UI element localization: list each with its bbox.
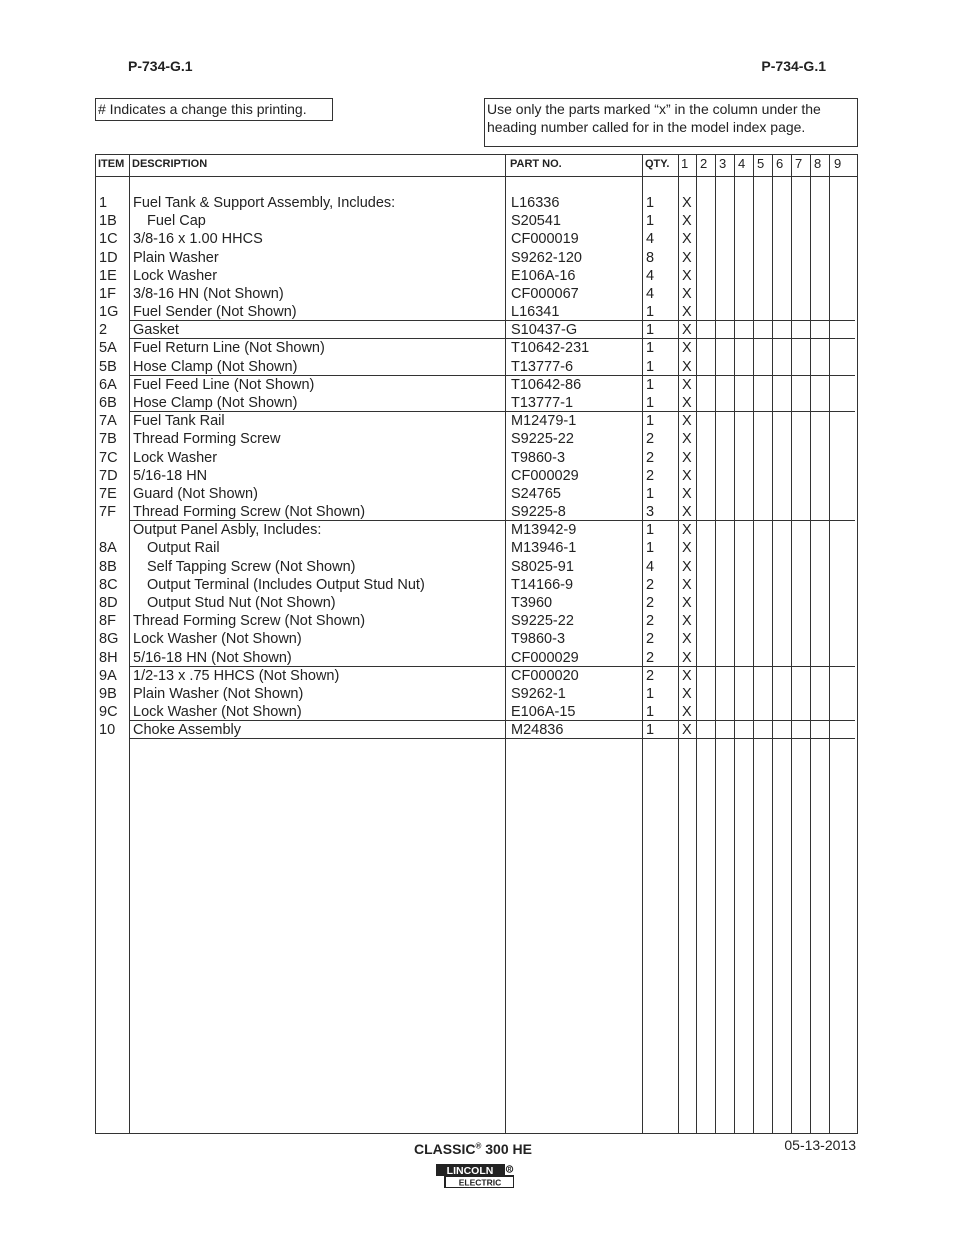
description-cell: Fuel Sender (Not Shown) [133,304,297,321]
description-cell: 3/8-16 x 1.00 HHCS [133,231,263,248]
header-model-6: 6 [776,156,784,171]
header-description: DESCRIPTION [132,158,208,170]
description-cell: Thread Forming Screw (Not Shown) [133,613,366,630]
table-row [96,339,859,357]
model-1-mark: X [682,613,692,630]
quantity-cell: 1 [646,722,655,739]
quantity-cell: 1 [646,358,655,375]
description-cell: Choke Assembly [133,722,241,739]
part-number-cell: L16336 [511,195,560,211]
description-cell: Thread Forming Screw [133,431,281,448]
svg-text:R: R [507,1167,512,1173]
part-number-cell: S9225-8 [511,504,566,521]
description-cell: Lock Washer [133,449,218,466]
item-cell: 9B [99,685,117,702]
quantity-cell: 1 [646,213,655,230]
part-number-cell: CF000019 [511,231,579,248]
item-cell: 8F [99,613,116,630]
item-cell: 1 [99,195,108,211]
item-cell: 7A [99,413,117,430]
item-cell: 7F [99,504,116,521]
header-part-no: PART NO. [510,158,562,170]
table-row [96,194,859,212]
part-number-cell: E106A-16 [511,267,576,284]
part-number-cell: T14166-9 [511,576,574,593]
product-title [414,1141,532,1157]
revision-date: 05-13-2013 [784,1137,856,1153]
part-number-cell: T13777-1 [511,394,574,411]
part-number-cell: M13946-1 [511,540,577,557]
description-cell: Fuel Tank Rail [133,413,225,430]
quantity-cell: 2 [646,594,655,611]
item-cell: 9A [99,667,117,684]
description-cell: Output Rail [147,540,220,557]
logo-top-text: LINCOLN [446,1165,494,1177]
quantity-cell: 4 [646,558,655,575]
part-number-cell: S9262-120 [511,249,582,266]
model-1-mark: X [682,685,692,702]
model-1-mark: X [682,231,692,248]
item-cell: 7D [99,467,118,484]
table-row [96,467,859,485]
table-row [96,230,859,248]
item-cell: 1E [99,267,117,284]
header-model-2: 2 [700,156,708,171]
item-cell: 7C [99,449,118,466]
part-number-cell: S8025-91 [511,558,574,575]
quantity-cell: 1 [646,485,655,502]
description-cell: Fuel Return Line (Not Shown) [133,340,325,357]
part-number-cell: T3960 [511,594,553,611]
table-row [96,594,859,612]
part-number-cell: M13942-9 [511,522,577,539]
part-number-cell: S24765 [511,485,561,502]
quantity-cell: 2 [646,467,655,484]
model-1-mark: X [682,195,692,211]
part-number-cell: T13777-6 [511,358,574,375]
part-number-cell: S9225-22 [511,431,574,448]
model-1-mark: X [682,576,692,593]
model-1-mark: X [682,304,692,321]
quantity-cell: 1 [646,376,655,393]
description-cell: Output Terminal (Includes Output Stud Nut) [147,576,425,593]
model-1-mark: X [682,540,692,557]
header-model-4: 4 [738,156,746,171]
document-code-left: P-734-G.1 [128,58,193,74]
lincoln-electric-logo [436,1164,514,1188]
quantity-cell: 2 [646,667,655,684]
description-cell: 1/2-13 x .75 HHCS (Not Shown) [133,667,340,684]
table-row [96,721,859,739]
table-row [96,539,859,557]
part-number-cell: CF000020 [511,667,579,684]
quantity-cell: 1 [646,685,655,702]
item-cell: 8G [99,631,119,648]
quantity-cell: 1 [646,704,655,721]
quantity-cell: 2 [646,631,655,648]
description-cell: Fuel Cap [147,213,206,230]
table-row [96,612,859,630]
description-cell: Plain Washer [133,249,219,266]
model-1-mark: X [682,340,692,357]
header-item: ITEM [98,158,125,170]
item-cell: 6A [99,376,117,393]
header-model-3: 3 [719,156,727,171]
model-1-mark: X [682,449,692,466]
model-1-mark: X [682,704,692,721]
group-divider [129,738,855,739]
quantity-cell: 1 [646,540,655,557]
description-cell: Guard (Not Shown) [133,485,258,502]
item-cell: 1F [99,285,116,302]
table-row [96,685,859,703]
description-cell: Lock Washer [133,267,218,284]
model-1-mark: X [682,504,692,521]
parts-table [95,154,858,1134]
quantity-cell: 8 [646,249,655,266]
table-row [96,649,859,667]
model-1-mark: X [682,431,692,448]
model-1-mark: X [682,649,692,666]
usage-note-box: Use only the parts marked “x” in the column under the heading number called for in the model index page. [484,98,858,147]
description-cell: Output Stud Nut (Not Shown) [147,594,336,611]
part-number-cell: CF000067 [511,285,579,302]
quantity-cell: 4 [646,231,655,248]
table-row [96,703,859,721]
item-cell: 5B [99,358,117,375]
item-cell: 8D [99,594,118,611]
quantity-cell: 1 [646,394,655,411]
item-cell: 1G [99,304,119,321]
table-row [96,449,859,467]
table-row [96,394,859,412]
table-row [96,485,859,503]
item-cell: 10 [99,722,116,739]
quantity-cell: 2 [646,449,655,466]
item-cell: 1C [99,231,118,248]
model-1-mark: X [682,267,692,284]
model-1-mark: X [682,722,692,739]
header-model-9: 9 [834,156,842,171]
quantity-cell: 4 [646,285,655,302]
model-1-mark: X [682,394,692,411]
part-number-cell: E106A-15 [511,704,576,721]
model-1-mark: X [682,322,692,339]
table-row [96,521,859,539]
item-cell: 2 [99,322,108,339]
item-cell: 7B [99,431,117,448]
part-number-cell: S9225-22 [511,613,574,630]
description-cell: Fuel Tank & Support Assembly, Includes: [133,195,396,211]
product-model: 300 HE [481,1141,532,1157]
logo-bottom-text: ELECTRIC [458,1177,502,1188]
registered-mark: ® [475,1141,482,1151]
header-model-8: 8 [814,156,822,171]
description-cell: Gasket [133,322,179,339]
table-row [96,630,859,648]
table-row [96,285,859,303]
item-cell: 6B [99,394,117,411]
quantity-cell: 2 [646,576,655,593]
product-name: CLASSIC [414,1141,476,1157]
part-number-cell: T10642-231 [511,340,590,357]
table-row [96,412,859,430]
description-cell: Hose Clamp (Not Shown) [133,358,298,375]
model-1-mark: X [682,522,692,539]
table-row [96,376,859,394]
table-row [96,321,859,339]
quantity-cell: 1 [646,195,655,211]
item-cell: 9C [99,704,118,721]
quantity-cell: 2 [646,613,655,630]
table-row [96,267,859,285]
table-row [96,430,859,448]
header-divider [96,176,857,177]
quantity-cell: 1 [646,304,655,321]
item-cell: 1D [99,249,118,266]
model-1-mark: X [682,358,692,375]
description-cell: 5/16-18 HN [133,467,208,484]
table-row [96,212,859,230]
description-cell: 3/8-16 HN (Not Shown) [133,285,284,302]
item-cell: 1B [99,213,117,230]
description-cell: Output Panel Asbly, Includes: [133,522,322,539]
model-1-mark: X [682,558,692,575]
table-row [96,576,859,594]
quantity-cell: 4 [646,267,655,284]
quantity-cell: 2 [646,649,655,666]
part-number-cell: S10437-G [511,322,578,339]
quantity-cell: 1 [646,413,655,430]
quantity-cell: 3 [646,504,655,521]
quantity-cell: 2 [646,431,655,448]
part-number-cell: S9262-1 [511,685,566,702]
description-cell: Thread Forming Screw (Not Shown) [133,504,366,521]
table-row [96,667,859,685]
part-number-cell: T10642-86 [511,376,582,393]
header-model-1: 1 [681,156,689,171]
item-cell: 5A [99,340,117,357]
model-1-mark: X [682,213,692,230]
item-cell: 8C [99,576,118,593]
item-cell: 8H [99,649,118,666]
model-1-mark: X [682,467,692,484]
table-row [96,558,859,576]
part-number-cell: T9860-3 [511,449,566,466]
table-row [96,358,859,376]
table-row [96,249,859,267]
model-1-mark: X [682,413,692,430]
item-cell: 7E [99,485,117,502]
part-number-cell: M24836 [511,722,564,739]
model-1-mark: X [682,376,692,393]
quantity-cell: 1 [646,522,655,539]
part-number-cell: S20541 [511,213,561,230]
part-number-cell: T9860-3 [511,631,566,648]
table-row [96,303,859,321]
model-1-mark: X [682,249,692,266]
change-note-box: # Indicates a change this printing. [95,98,333,121]
part-number-cell: CF000029 [511,649,579,666]
description-cell: Lock Washer (Not Shown) [133,631,302,648]
part-number-cell: CF000029 [511,467,579,484]
model-1-mark: X [682,285,692,302]
item-cell: 8A [99,540,117,557]
quantity-cell: 1 [646,340,655,357]
description-cell: Plain Washer (Not Shown) [133,685,304,702]
quantity-cell: 1 [646,322,655,339]
header-model-7: 7 [795,156,803,171]
model-1-mark: X [682,594,692,611]
part-number-cell: M12479-1 [511,413,577,430]
model-1-mark: X [682,631,692,648]
item-cell: 8B [99,558,117,575]
header-model-5: 5 [757,156,765,171]
model-1-mark: X [682,667,692,684]
part-number-cell: L16341 [511,304,560,321]
table-row [96,503,859,521]
description-cell: Self Tapping Screw (Not Shown) [147,558,356,575]
description-cell: Fuel Feed Line (Not Shown) [133,376,315,393]
description-cell: Lock Washer (Not Shown) [133,704,302,721]
document-code-right: P-734-G.1 [761,58,826,74]
description-cell: Hose Clamp (Not Shown) [133,394,298,411]
description-cell: 5/16-18 HN (Not Shown) [133,649,292,666]
model-1-mark: X [682,485,692,502]
header-qty: QTY. [645,158,670,170]
